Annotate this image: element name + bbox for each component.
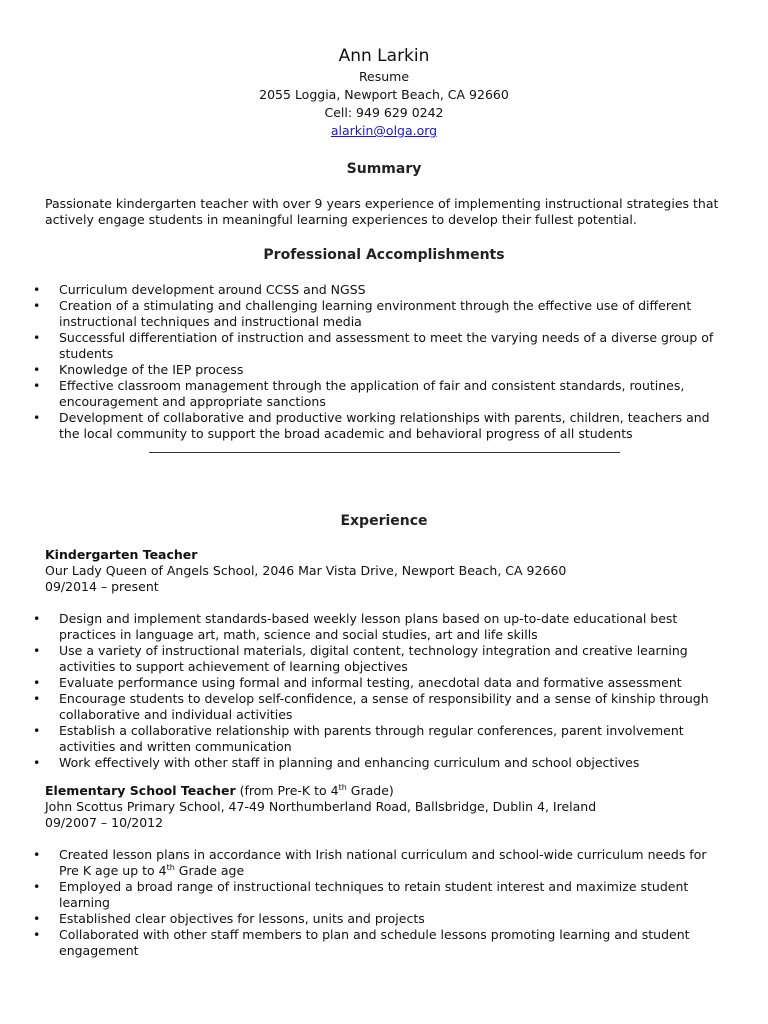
item-line: learning <box>59 895 110 910</box>
item-line: collaborative and individual activities <box>59 707 293 722</box>
bullet-glyph: • <box>33 691 41 706</box>
item-line: Knowledge of the IEP process <box>59 362 244 377</box>
list-item <box>0 298 740 330</box>
bullet-glyph: • <box>33 362 41 377</box>
item-line: Created lesson plans in accordance with Irish national curriculum and school-wide curriculum needs for <box>59 847 707 862</box>
list-item <box>0 675 740 691</box>
job-1-duties <box>0 611 740 771</box>
job-1-dates: 09/2014 – present <box>45 579 159 594</box>
job-2-duties <box>0 847 740 879</box>
item-line: Work effectively with other staff in planning and enhancing curriculum and school objectives <box>59 755 640 770</box>
bullet-glyph: • <box>33 282 41 297</box>
job-1-title: Kindergarten Teacher <box>45 547 198 562</box>
job-2-grade-range-post: Grade) <box>346 783 394 798</box>
item-line-post: Grade age <box>174 863 245 878</box>
item-line: Establish a collaborative relationship with parents through regular conferences, parent involvement <box>59 723 684 738</box>
item-line: activities and written communication <box>59 739 292 754</box>
list-item <box>0 755 740 771</box>
job-2-duties-continued <box>0 879 740 959</box>
job-2-grade-range-pre: (from Pre-K to 4 <box>235 783 339 798</box>
accomplishments-heading: Professional Accomplishments <box>263 247 505 263</box>
item-line: Design and implement standards-based weekly lesson plans based on up-to-date educational best <box>59 611 678 626</box>
item-line: activities to support achievement of learning objectives <box>59 659 408 674</box>
item-line: Successful differentiation of instruction and assessment to meet the varying needs of a diverse group of <box>59 330 714 345</box>
summary-text <box>45 196 735 228</box>
item-line: Curriculum development around CCSS and NGSS <box>59 282 366 297</box>
bullet-glyph: • <box>33 847 41 862</box>
item-line: Development of collaborative and productive working relationships with parents, children, teachers and <box>59 410 710 425</box>
section-divider <box>149 452 620 453</box>
list-item <box>0 611 740 643</box>
item-line: Evaluate performance using formal and informal testing, anecdotal data and formative assessment <box>59 675 682 690</box>
bullet-glyph: • <box>33 643 41 658</box>
item-line: Established clear objectives for lessons, units and projects <box>59 911 425 926</box>
accomplishments-list <box>0 282 740 442</box>
document-label: Resume <box>358 69 410 84</box>
list-item <box>0 847 740 879</box>
item-line: instructional techniques and instructional media <box>59 314 362 329</box>
item-line: Effective classroom management through the application of fair and consistent standards, routines, <box>59 378 685 393</box>
item-line: Employed a broad range of instructional techniques to retain student interest and maximize student <box>59 879 689 894</box>
list-item <box>0 330 740 362</box>
summary-heading: Summary <box>346 161 422 177</box>
bullet-glyph: • <box>33 755 41 770</box>
list-item <box>0 643 740 675</box>
email-line <box>0 122 768 140</box>
job-1-employer: Our Lady Queen of Angels School, 2046 Mar Vista Drive, Newport Beach, CA 92660 <box>45 563 567 578</box>
bullet-glyph: • <box>33 879 41 894</box>
item-line: Encourage students to develop self-confidence, a sense of responsibility and a sense of kinship through <box>59 691 709 706</box>
item-line <box>59 863 740 879</box>
experience-heading: Experience <box>340 513 428 529</box>
item-line: encouragement and appropriate sanctions <box>59 394 326 409</box>
bullet-glyph: • <box>33 675 41 690</box>
cell-phone: Cell: 949 629 0242 <box>324 105 444 120</box>
address: 2055 Loggia, Newport Beach, CA 92660 <box>259 87 509 102</box>
bullet-glyph: • <box>33 410 41 425</box>
list-item <box>0 282 740 298</box>
bullet-glyph: • <box>33 330 41 345</box>
list-item <box>0 879 740 911</box>
email-link[interactable]: alarkin@olga.org <box>330 123 438 138</box>
item-line-sup: th <box>166 862 175 872</box>
job-1-header <box>45 547 745 595</box>
item-line: practices in language art, math, science and social studies, art and life skills <box>59 627 538 642</box>
summary-line-1: Passionate kindergarten teacher with over 9 years experience of implementing instructional strategies that <box>45 196 719 211</box>
list-item <box>0 723 740 755</box>
summary-line-2: actively engage students in meaningful learning experiences to develop their fullest potential. <box>45 212 637 227</box>
bullet-glyph: • <box>33 298 41 313</box>
job-2-dates: 09/2007 – 10/2012 <box>45 815 164 830</box>
candidate-name: Ann Larkin <box>338 46 430 66</box>
job-2-title: Elementary School Teacher <box>45 783 236 798</box>
item-line: the local community to support the broad academic and behavioral progress of all students <box>59 426 633 441</box>
job-2-employer: John Scottus Primary School, 47-49 Northumberland Road, Ballsbridge, Dublin 4, Ireland <box>45 799 597 814</box>
list-item <box>0 927 740 959</box>
list-item <box>0 410 740 442</box>
job-2-header <box>45 783 745 831</box>
item-line: Collaborated with other staff members to plan and schedule lessons promoting learning and student <box>59 927 690 942</box>
job-2-grade-range-sup: th <box>338 782 347 792</box>
item-line: students <box>59 346 114 361</box>
bullet-glyph: • <box>33 911 41 926</box>
bullet-glyph: • <box>33 723 41 738</box>
bullet-glyph: • <box>33 927 41 942</box>
list-item <box>0 691 740 723</box>
item-line: Creation of a stimulating and challenging learning environment through the effective use of different <box>59 298 692 313</box>
bullet-glyph: • <box>33 378 41 393</box>
list-item <box>0 362 740 378</box>
job-2-title-line <box>45 783 745 799</box>
list-item <box>0 911 740 927</box>
list-item <box>0 378 740 410</box>
item-line: Use a variety of instructional materials, digital content, technology integration and creative learning <box>59 643 688 658</box>
item-line-pre: Pre K age up to 4 <box>59 863 167 878</box>
bullet-glyph: • <box>33 611 41 626</box>
item-line: engagement <box>59 943 139 958</box>
